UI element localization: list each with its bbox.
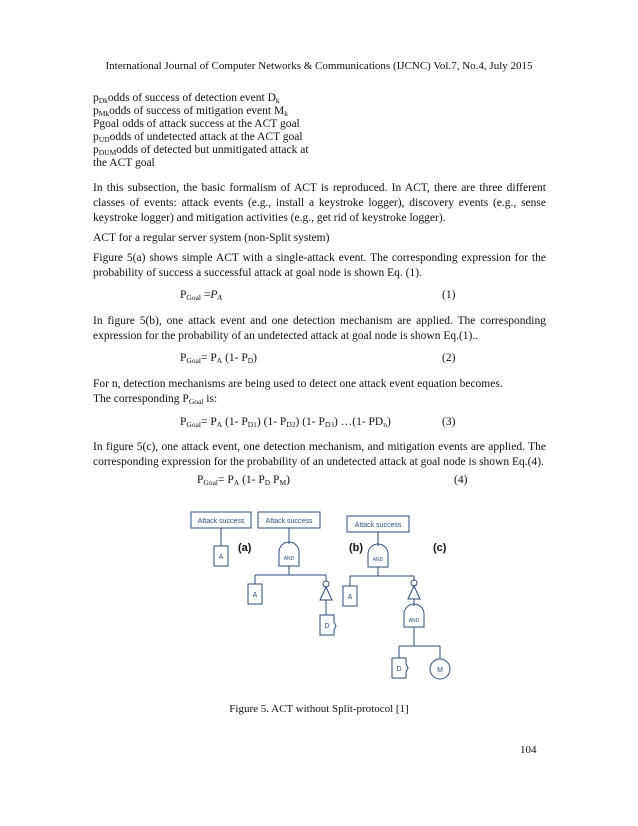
equation-1: $P_{Goal} =P_A$ [180, 289, 222, 302]
detection-label-b: D [324, 623, 330, 630]
paragraph-fig5b: In figure 5(b), one attack event and one detection mechanism are applied. The corresponding expression for the probability of an undetected attack at goal node is shown Eq.(1).. [93, 315, 546, 342]
paragraph-intro: In this subsection, the basic formalism of ACT is reproduced. In ACT, there are three different classes of events: attack events (e.g., install a keystroke logger), discovery events (e.g., sense keystroke logger) and mitigation activities (e.g., get rid of keystroke logger). [93, 182, 546, 224]
and-label-c: AND [372, 557, 384, 563]
paragraph-fig5c: In figure 5(c), one attack event, one detection mechanism, and mitigation events are applied. The corresponding expression for the probability of an undetected attack at goal node is shown Eq.(4). [93, 441, 546, 468]
equation-2: $P_{Goal}= P_A$ (1- $P_D$) [180, 352, 258, 365]
equation-4: $P_{Goal}= P_A$ (1- $P_D$ $P_M$) [197, 474, 290, 487]
figure-caption: Figure 5. ACT without Split-protocol [1] [229, 703, 409, 715]
inhibit-gate-c [408, 586, 420, 599]
attack-label-a: A [218, 554, 224, 561]
attack-label-b: A [252, 592, 258, 599]
definition-item: $p_{DUM}odds$ of detected but unmitigated attack at [93, 144, 309, 157]
inhibit-gate-b [320, 587, 332, 600]
paragraph-fig5a: Figure 5(a) shows simple ACT with a single-attack event. The corresponding expression for the probability of success a successful attack at goal node is shown Eq. (1). [93, 252, 546, 279]
attack-label-c: A [347, 594, 353, 601]
paragraph-pgoal-intro: The corresponding $P_{Goal}$ is: [93, 393, 218, 406]
page-number: 104 [520, 744, 537, 756]
goal-label-c: Attack success [354, 522, 402, 529]
equation-1-number: (1) [442, 289, 456, 301]
equation-3-number: (3) [442, 416, 456, 428]
subfigure-label-c: (c) [433, 542, 447, 554]
mitigation-label-c: M [437, 667, 443, 674]
paragraph-n-detections: For n, detection mechanisms are being used to detect one attack event equation becomes. [93, 378, 503, 390]
and-label-c2: AND [408, 618, 420, 624]
and-gate-b [279, 542, 299, 566]
goal-label-b: Attack success [265, 518, 313, 525]
definition-item: $p_{Mk}odds$ of success of mitigation event $M_k$ [93, 105, 288, 118]
equation-4-number: (4) [454, 474, 468, 486]
subfigure-label-a: (a) [238, 542, 252, 554]
journal-header: International Journal of Computer Networks & Communications (IJCNC) Vol.7, No.4, July 2015 [105, 60, 533, 72]
subheading: ACT for a regular server system (non-Split system) [93, 232, 330, 244]
definition-item: $p_{UD}odds$ of undetected attack at the ACT goal [93, 131, 303, 144]
definition-continuation: the ACT goal [93, 157, 155, 169]
subfigure-label-b: (b) [349, 542, 364, 554]
equation-3: $P_{Goal}= P_A$ (1- $P_{D1}$) (1- $P_{D2}$) (1- $P_{D3}$) …(1- $PD_n$) [180, 416, 391, 429]
and-label-b: AND [283, 556, 295, 562]
and-gate-c [368, 544, 388, 567]
goal-label-a: Attack success [197, 518, 245, 525]
definition-item: $p_{Dk}odds$ of success of detection event $D_k$ [93, 92, 280, 105]
equation-2-number: (2) [442, 352, 456, 364]
detection-label-c: D [396, 666, 402, 673]
definition-item: Pgoal odds of attack success at the ACT goal [93, 118, 300, 130]
